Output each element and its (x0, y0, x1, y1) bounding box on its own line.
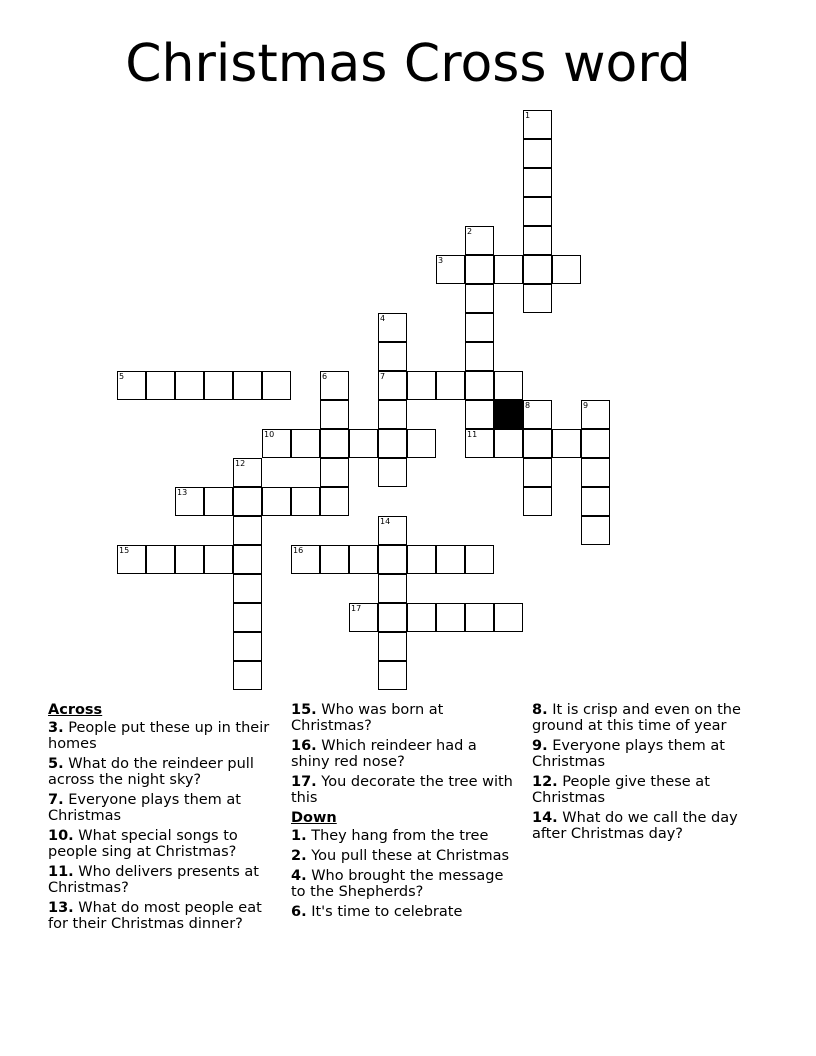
across-heading: Across (48, 702, 103, 718)
grid-cell[interactable] (233, 516, 262, 545)
cell-number: 10 (264, 430, 275, 439)
grid-cell[interactable] (523, 197, 552, 226)
grid-cell[interactable] (465, 429, 494, 458)
grid-cell[interactable] (233, 661, 262, 690)
grid-cell[interactable] (291, 487, 320, 516)
grid-cell[interactable] (523, 110, 552, 139)
cell-number: 13 (177, 488, 188, 497)
grid-cell[interactable] (465, 284, 494, 313)
grid-cell[interactable] (262, 429, 291, 458)
grid-cell[interactable] (523, 487, 552, 516)
clue-across-17: 17. You decorate the tree with this (291, 774, 513, 806)
clue-down-2: 2. You pull these at Christmas (291, 848, 510, 864)
cell-number: 9 (583, 401, 589, 410)
grid-cell[interactable] (320, 429, 349, 458)
grid-cell[interactable] (175, 487, 204, 516)
grid-cell[interactable] (233, 574, 262, 603)
clue-across-10: 10. What special songs to people sing at Christmas? (48, 828, 238, 860)
cell-number: 5 (119, 372, 125, 381)
grid-cell[interactable] (465, 342, 494, 371)
grid-cell[interactable] (291, 545, 320, 574)
grid-cell[interactable] (523, 458, 552, 487)
grid-cell[interactable] (407, 545, 436, 574)
cell-number: 11 (467, 430, 478, 439)
grid-cell[interactable] (233, 487, 262, 516)
clue-down-4: 4. Who brought the message to the Shepherds? (291, 868, 504, 900)
clue-across-16: 16. Which reindeer had a shiny red nose? (291, 738, 477, 770)
grid-cell[interactable] (349, 603, 378, 632)
grid-cell[interactable] (465, 255, 494, 284)
grid-cell[interactable] (407, 371, 436, 400)
grid-cell[interactable] (523, 400, 552, 429)
grid-cell[interactable] (465, 371, 494, 400)
grid-cell[interactable] (581, 458, 610, 487)
grid-cell[interactable] (204, 371, 233, 400)
page-title: Christmas Cross word (125, 34, 691, 94)
grid-cell[interactable] (494, 371, 523, 400)
grid-cell[interactable] (262, 487, 291, 516)
cell-number: 2 (467, 227, 473, 236)
clue-down-1: 1. They hang from the tree (291, 828, 489, 844)
grid-cell[interactable] (378, 661, 407, 690)
grid-cell[interactable] (262, 371, 291, 400)
grid-cell[interactable] (233, 632, 262, 661)
grid-cell[interactable] (465, 313, 494, 342)
clue-across-15: 15. Who was born at Christmas? (291, 702, 444, 734)
grid-cell[interactable] (378, 429, 407, 458)
grid-cell[interactable] (320, 487, 349, 516)
cell-number: 1 (525, 111, 531, 120)
grid-cell[interactable] (407, 429, 436, 458)
grid-cell[interactable] (117, 371, 146, 400)
grid-cell[interactable] (378, 313, 407, 342)
grid-cell[interactable] (465, 226, 494, 255)
cell-number: 16 (293, 546, 304, 555)
grid-cell[interactable] (233, 458, 262, 487)
grid-cell[interactable] (233, 371, 262, 400)
clue-down-9: 9. Everyone plays them at Christmas (532, 738, 725, 770)
grid-cell[interactable] (146, 371, 175, 400)
grid-cell[interactable] (349, 545, 378, 574)
clues-column-3 (532, 702, 762, 846)
grid-cell[interactable] (175, 371, 204, 400)
grid-cell[interactable] (523, 139, 552, 168)
cell-number: 15 (119, 546, 130, 555)
grid-cell[interactable] (320, 400, 349, 429)
grid-cell[interactable] (378, 574, 407, 603)
clue-down-6: 6. It's time to celebrate (291, 904, 463, 920)
grid-cell[interactable] (465, 400, 494, 429)
black-cell (494, 400, 523, 429)
grid-cell[interactable] (204, 487, 233, 516)
grid-cell[interactable] (146, 545, 175, 574)
down-heading: Down (291, 810, 337, 826)
grid-cell[interactable] (494, 429, 523, 458)
grid-cell[interactable] (378, 342, 407, 371)
grid-cell[interactable] (581, 516, 610, 545)
grid-cell[interactable] (552, 429, 581, 458)
grid-cell[interactable] (320, 545, 349, 574)
grid-cell[interactable] (320, 458, 349, 487)
grid-cell[interactable] (581, 487, 610, 516)
grid-cell[interactable] (523, 255, 552, 284)
grid-cell[interactable] (523, 429, 552, 458)
grid-cell[interactable] (291, 429, 320, 458)
grid-cell[interactable] (436, 255, 465, 284)
grid-cell[interactable] (320, 371, 349, 400)
grid-cell[interactable] (233, 603, 262, 632)
grid-cell[interactable] (175, 545, 204, 574)
cell-number: 8 (525, 401, 531, 410)
clue-down-14: 14. What do we call the day after Christmas day? (532, 810, 738, 842)
grid-cell[interactable] (465, 603, 494, 632)
grid-cell[interactable] (117, 545, 146, 574)
cell-number: 4 (380, 314, 386, 323)
grid-cell[interactable] (378, 371, 407, 400)
clue-down-12: 12. People give these at Christmas (532, 774, 710, 806)
grid-cell[interactable] (378, 516, 407, 545)
clue-across-11: 11. Who delivers presents at Christmas? (48, 864, 259, 896)
clues-column-1 (48, 702, 273, 936)
grid-cell[interactable] (436, 603, 465, 632)
grid-cell[interactable] (349, 429, 378, 458)
grid-cell[interactable] (523, 284, 552, 313)
grid-cell[interactable] (494, 603, 523, 632)
cell-number: 3 (438, 256, 444, 265)
cell-number: 7 (380, 372, 386, 381)
grid-cell[interactable] (378, 545, 407, 574)
grid-cell[interactable] (581, 400, 610, 429)
clues-column-2 (291, 702, 516, 924)
grid-cell[interactable] (523, 168, 552, 197)
grid-cell[interactable] (378, 603, 407, 632)
grid-cell[interactable] (378, 400, 407, 429)
cell-number: 6 (322, 372, 328, 381)
clue-across-7: 7. Everyone plays them at Christmas (48, 792, 241, 824)
grid-cell[interactable] (523, 226, 552, 255)
grid-cell[interactable] (552, 255, 581, 284)
cell-number: 14 (380, 517, 391, 526)
grid-cell[interactable] (494, 255, 523, 284)
grid-cell[interactable] (581, 429, 610, 458)
grid-cell[interactable] (465, 545, 494, 574)
clue-down-8: 8. It is crisp and even on the ground at this time of year (532, 702, 741, 734)
clue-across-5: 5. What do the reindeer pull across the night sky? (48, 756, 254, 788)
grid-cell[interactable] (378, 632, 407, 661)
clue-across-13: 13. What do most people eat for their Christmas dinner? (48, 900, 262, 932)
cell-number: 12 (235, 459, 246, 468)
grid-cell[interactable] (204, 545, 233, 574)
clue-across-3: 3. People put these up in their homes (48, 720, 270, 752)
grid-cell[interactable] (233, 545, 262, 574)
grid-cell[interactable] (436, 545, 465, 574)
grid-cell[interactable] (407, 603, 436, 632)
grid-cell[interactable] (378, 458, 407, 487)
cell-number: 17 (351, 604, 362, 613)
grid-cell[interactable] (436, 371, 465, 400)
